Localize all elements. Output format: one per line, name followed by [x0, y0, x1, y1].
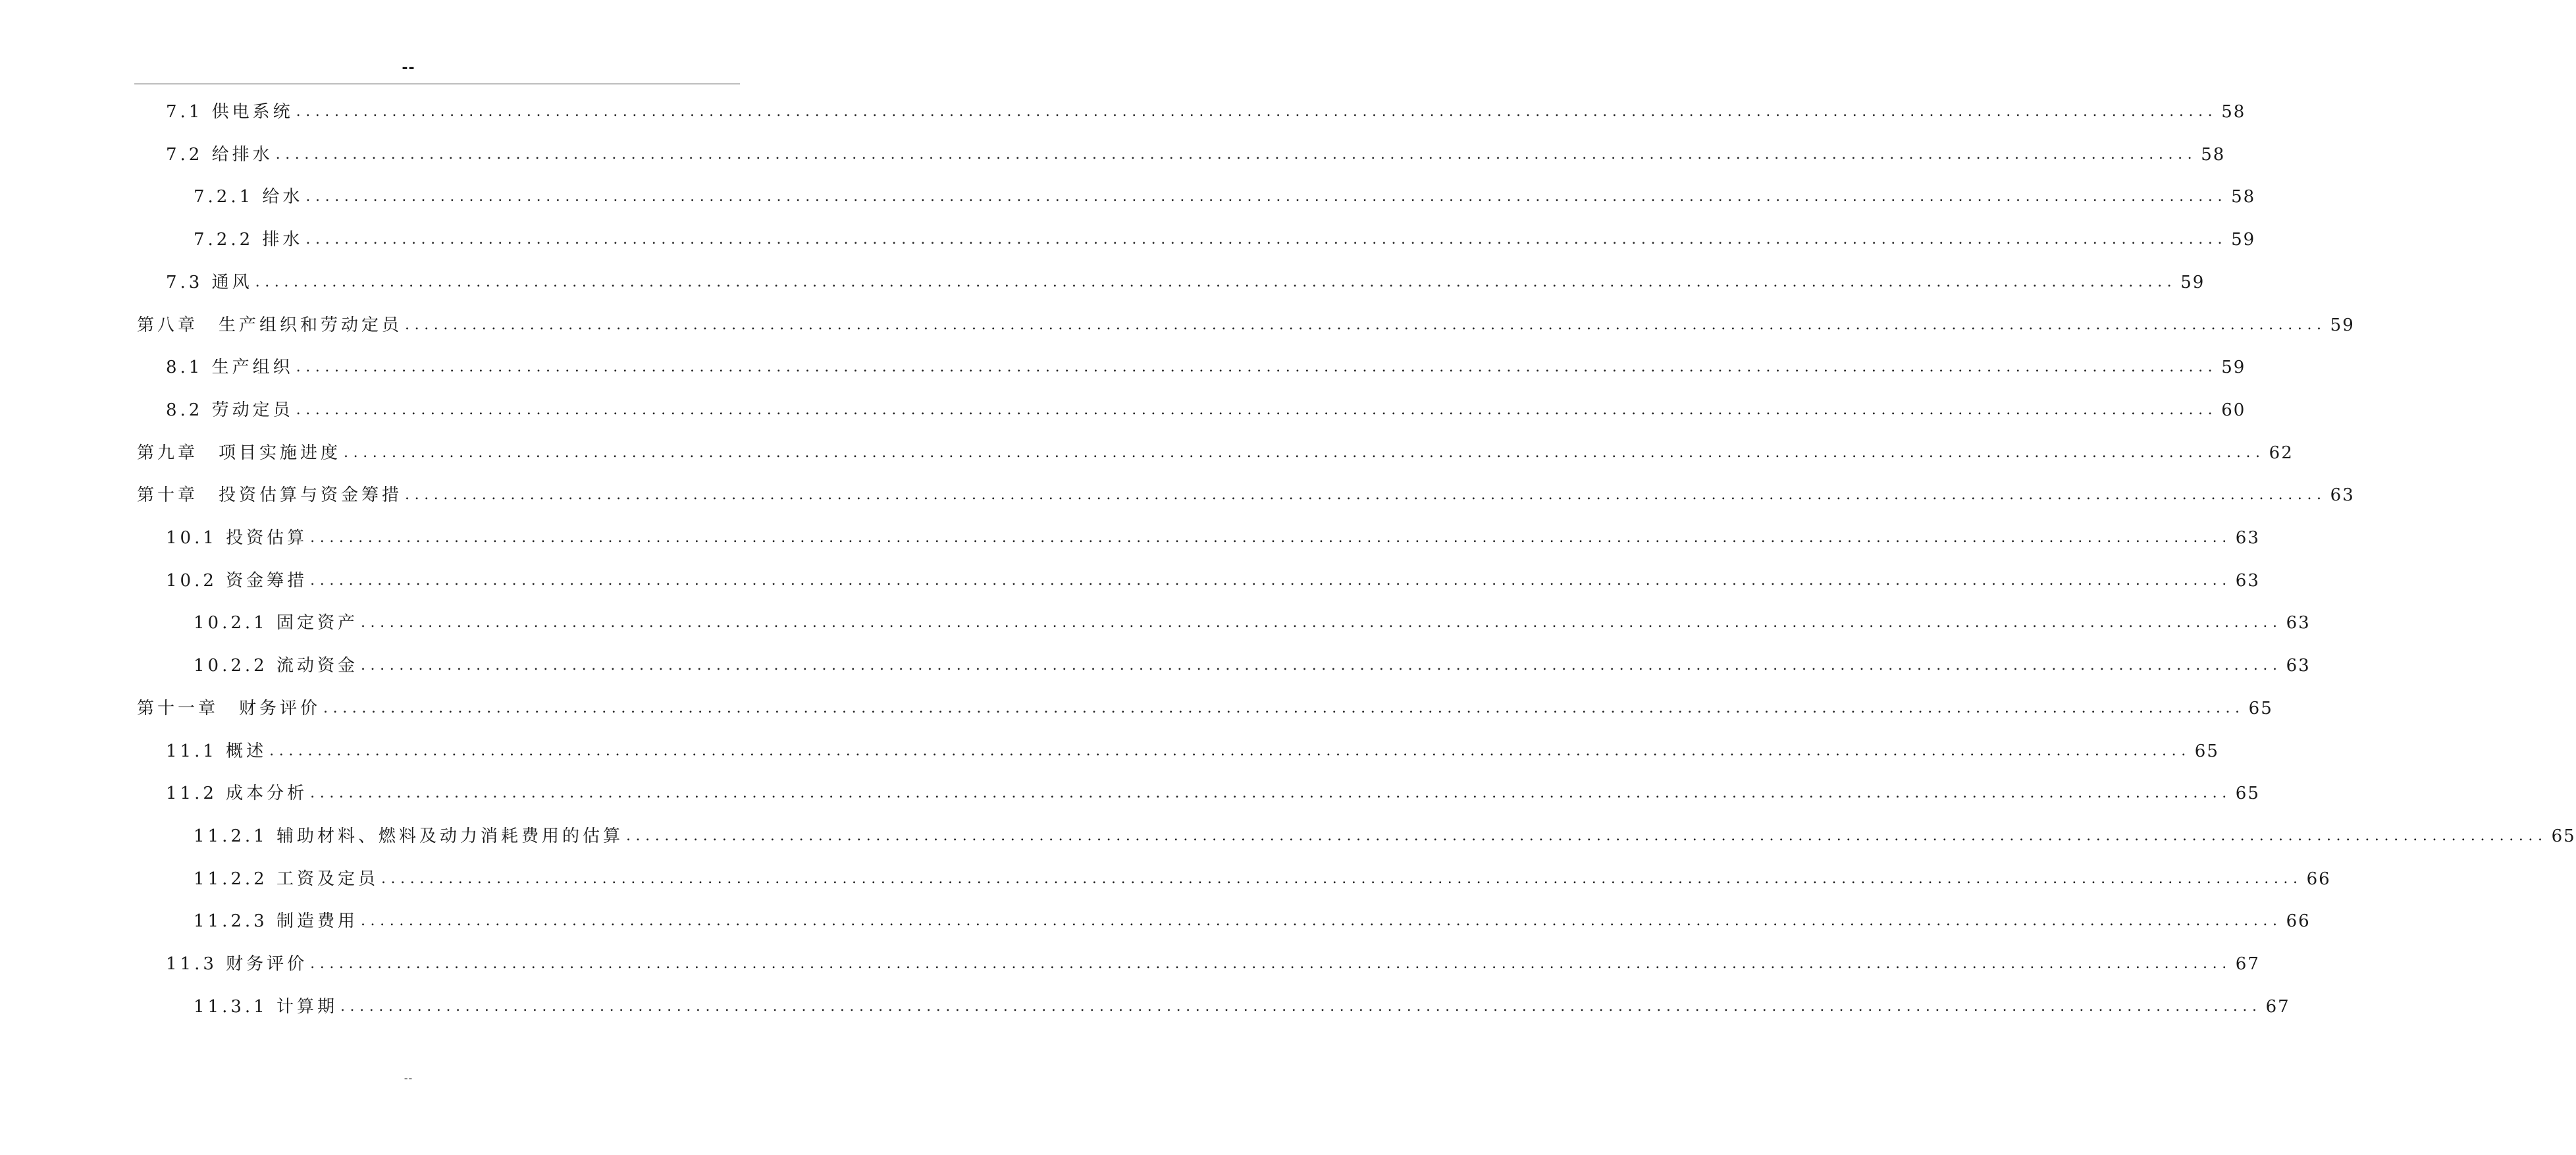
toc-dot-leader: ........................................................................................................................................................................................................	[310, 955, 2232, 972]
toc-dot-leader: ........................................................................................................................................................................................................	[269, 742, 2191, 759]
toc-dot-leader: ........................................................................................................................................................................................................	[360, 913, 2282, 930]
toc-dot-leader: ........................................................................................................................................................................................................	[344, 444, 2265, 461]
toc-entry-label: 8.1 生产组织	[166, 358, 294, 378]
toc-entry-label: 11.3 财务评价	[166, 954, 308, 974]
toc-entry-label: 7.3 通风	[166, 272, 253, 292]
toc-dot-leader: ........................................................................................................................................................................................................	[340, 998, 2262, 1015]
toc-entry-page-number: 65	[2194, 741, 2219, 761]
toc-entry-label: 7.1 供电系统	[166, 102, 294, 122]
toc-dot-leader: ........................................................................................................................................................................................................	[255, 273, 2177, 290]
toc-entry-label: 11.2 成本分析	[166, 784, 308, 804]
toc-entry[interactable]	[0, 994, 2290, 1020]
toc-entry-page-number: 65	[2235, 784, 2260, 804]
toc-entry-page-number: 58	[2221, 102, 2246, 122]
toc-entry-page-number: 65	[2248, 698, 2273, 718]
toc-entry-page-number: 59	[2180, 272, 2205, 292]
toc-entry-page-number: 58	[2201, 144, 2226, 165]
toc-dot-leader: ........................................................................................................................................................................................................	[296, 103, 2218, 120]
toc-entry[interactable]	[0, 695, 2273, 722]
toc-entry-page-number: 59	[2231, 230, 2256, 250]
toc-entry-label: 7.2 给排水	[166, 144, 273, 165]
toc-entry-page-number: 63	[2235, 528, 2260, 548]
toc-entry-label: 7.2.1 给水	[194, 187, 303, 207]
toc-entry[interactable]	[0, 866, 2331, 892]
toc-entry-label: 11.3.1 计算期	[194, 996, 338, 1017]
toc-dot-leader: ........................................................................................................................................................................................................	[310, 529, 2232, 546]
toc-entry[interactable]	[0, 99, 2246, 125]
toc-entry-label: 11.2.1 辅助材料、燃料及动力消耗费用的估算	[194, 826, 623, 846]
toc-entry-page-number: 62	[2269, 443, 2294, 463]
toc-entry-label: 10.2.1 固定资产	[194, 613, 358, 633]
toc-entry-label: 11.2.3 制造费用	[194, 911, 358, 932]
toc-entry[interactable]	[0, 653, 2311, 679]
toc-dot-leader: ........................................................................................................................................................................................................	[381, 870, 2303, 887]
toc-entry-label: 11.1 概述	[166, 741, 267, 761]
toc-entry[interactable]	[0, 525, 2260, 551]
toc-entry-label: 10.2 资金筹措	[166, 570, 308, 591]
toc-entry-label: 8.2 劳动定员	[166, 400, 294, 420]
toc-dot-leader: ........................................................................................................................................................................................................	[296, 401, 2218, 418]
toc-entry-page-number: 60	[2221, 400, 2246, 420]
toc-dot-leader: ........................................................................................................................................................................................................	[275, 146, 2197, 163]
toc-dot-leader: ........................................................................................................................................................................................................	[360, 657, 2282, 674]
page-footer-mark: --	[404, 1072, 413, 1085]
toc-dot-leader: ........................................................................................................................................................................................................	[310, 785, 2232, 802]
toc-entry[interactable]	[0, 780, 2260, 807]
toc-entry[interactable]	[0, 908, 2311, 934]
toc-entry-label: 第九章 项目实施进度	[137, 443, 342, 463]
toc-entry-page-number: 63	[2286, 613, 2311, 633]
toc-entry-page-number: 63	[2286, 656, 2311, 676]
toc-entry[interactable]	[0, 227, 2256, 253]
toc-entry-page-number: 59	[2330, 315, 2355, 335]
toc-entry-label: 7.2.2 排水	[194, 230, 303, 250]
toc-entry-label: 11.2.2 工资及定员	[194, 869, 379, 889]
toc-entry[interactable]	[0, 142, 2226, 168]
toc-entry-page-number: 59	[2221, 358, 2246, 378]
toc-entry-page-number: 66	[2306, 869, 2331, 889]
toc-dot-leader: ........................................................................................................................................................................................................	[360, 614, 2282, 631]
toc-entry[interactable]	[0, 440, 2294, 466]
toc-entry-label: 第十一章 财务评价	[137, 698, 321, 718]
toc-entry[interactable]	[0, 269, 2205, 296]
toc-dot-leader: ........................................................................................................................................................................................................	[310, 572, 2232, 589]
toc-dot-leader: ........................................................................................................................................................................................................	[323, 699, 2245, 716]
toc-entry-page-number: 67	[2235, 954, 2260, 974]
toc-entry-page-number: 63	[2235, 570, 2260, 591]
page-header-mark: --	[402, 60, 415, 76]
toc-dot-leader: ........................................................................................................................................................................................................	[405, 316, 2326, 333]
toc-entry[interactable]	[0, 951, 2260, 977]
toc-entry[interactable]	[0, 568, 2260, 594]
toc-entry[interactable]	[0, 482, 2355, 508]
toc-entry[interactable]	[0, 738, 2219, 765]
toc-entry-page-number: 66	[2286, 911, 2311, 932]
toc-dot-leader: ........................................................................................................................................................................................................	[625, 827, 2548, 844]
toc-entry-page-number: 65	[2551, 826, 2576, 846]
toc-dot-leader: ........................................................................................................................................................................................................	[305, 231, 2228, 248]
toc-entry-page-number: 58	[2231, 187, 2256, 207]
toc-entry[interactable]	[0, 312, 2355, 338]
toc-dot-leader: ........................................................................................................................................................................................................	[305, 188, 2228, 205]
toc-entry-label: 第十章 投资估算与资金筹措	[137, 485, 403, 506]
toc-entry[interactable]	[0, 610, 2311, 636]
toc-entry-page-number: 63	[2330, 485, 2355, 506]
toc-entry[interactable]	[0, 823, 2576, 849]
toc-dot-leader: ........................................................................................................................................................................................................	[296, 359, 2218, 376]
toc-entry-label: 10.1 投资估算	[166, 528, 308, 548]
toc-entry-label: 10.2.2 流动资金	[194, 656, 358, 676]
toc-entry-label: 第八章 生产组织和劳动定员	[137, 315, 403, 335]
toc-entry[interactable]	[0, 184, 2256, 210]
toc-entry-page-number: 67	[2265, 996, 2290, 1017]
toc-entry[interactable]	[0, 397, 2246, 423]
toc-entry[interactable]	[0, 354, 2246, 381]
toc-dot-leader: ........................................................................................................................................................................................................	[405, 487, 2326, 504]
